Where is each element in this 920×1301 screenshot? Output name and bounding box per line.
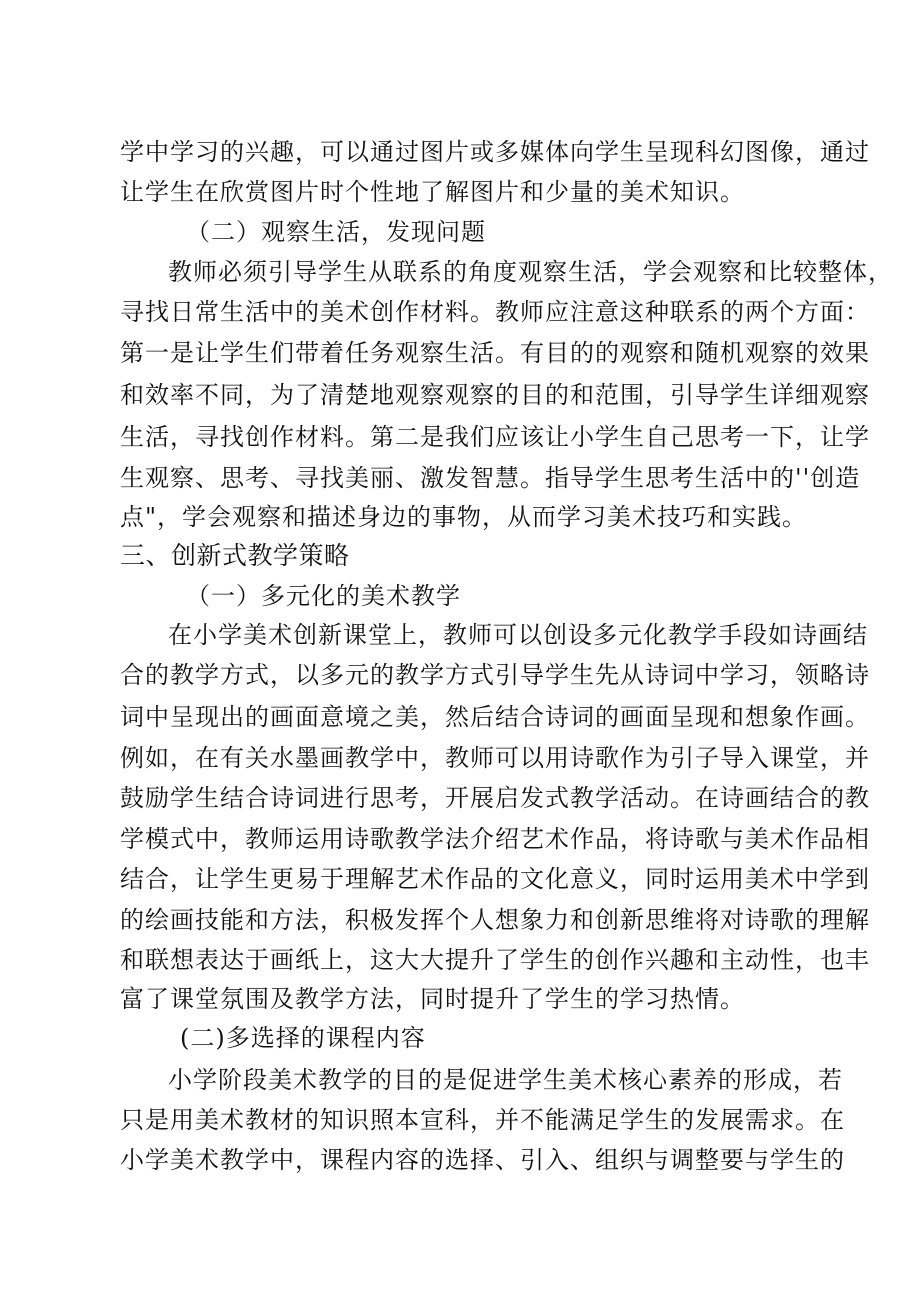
text-line: 小学阶段美术教学的目的是促进学生美术核心素养的形成，若 (168, 1066, 843, 1094)
text-line: 鼓励学生结合诗词进行思考，开展启发式教学活动。在诗画结合的教 (120, 784, 870, 812)
text-line: 教师必须引导学生从联系的角度观察生活，学会观察和比较整体， (168, 258, 893, 286)
text-line: 在小学美术创新课堂上，教师可以创设多元化教学手段如诗画结 (168, 621, 868, 649)
text-line: 例如，在有关水墨画教学中，教师可以用诗歌作为引子导入课堂，并 (120, 744, 870, 772)
text-line: 和联想表达于画纸上，这大大提升了学生的创作兴趣和主动性，也丰 (120, 946, 870, 974)
text-line: 的绘画技能和方法，积极发挥个人想象力和创新思维将对诗歌的理解 (120, 906, 870, 934)
subsection-heading: (二)多选择的课程内容 (180, 1024, 426, 1052)
text-line: 合的教学方式，以多元的教学方式引导学生先从诗词中学习，领略诗 (120, 661, 870, 689)
text-line: 寻找日常生活中的美术创作材料。教师应注意这种联系的两个方面： (120, 298, 870, 326)
text-line: 生观察、思考、寻找美丽、激发智慧。指导学生思考生活中的''创造 (120, 464, 861, 492)
subsection-heading: （一）多元化的美术教学 (186, 582, 461, 610)
text-line: 只是用美术教材的知识照本宣科，并不能满足学生的发展需求。在 (120, 1106, 845, 1134)
text-line: 富了课堂氛围及教学方法，同时提升了学生的学习热情。 (120, 985, 745, 1013)
text-line: 结合，让学生更易于理解艺术作品的文化意义，同时运用美术中学到 (120, 865, 870, 893)
text-line: 第一是让学生们带着任务观察生活。有目的的观察和随机观察的效果 (120, 339, 870, 367)
text-line: 生活，寻找创作材料。第二是我们应该让小学生自己思考一下，让学 (120, 423, 870, 451)
text-line: 让学生在欣赏图片时个性地了解图片和少量的美术知识。 (120, 178, 745, 206)
text-line: 点"，学会观察和描述身边的事物，从而学习美术技巧和实践。 (120, 503, 808, 531)
text-line: 词中呈现出的画面意境之美，然后结合诗词的画面呈现和想象作画。 (120, 703, 870, 731)
text-line: 和效率不同，为了清楚地观察观察的目的和范围，引导学生详细观察 (120, 381, 870, 409)
text-line: 小学美术教学中，课程内容的选择、引入、组织与调整要与学生的 (120, 1146, 845, 1174)
text-line: 学中学习的兴趣，可以通过图片或多媒体向学生呈现科幻图像，通过 (120, 138, 870, 166)
subsection-heading: （二）观察生活，发现问题 (186, 218, 486, 246)
text-line: 学模式中，教师运用诗歌教学法介绍艺术作品，将诗歌与美术作品相 (120, 825, 870, 853)
section-heading: 三、创新式教学策略 (120, 541, 350, 570)
